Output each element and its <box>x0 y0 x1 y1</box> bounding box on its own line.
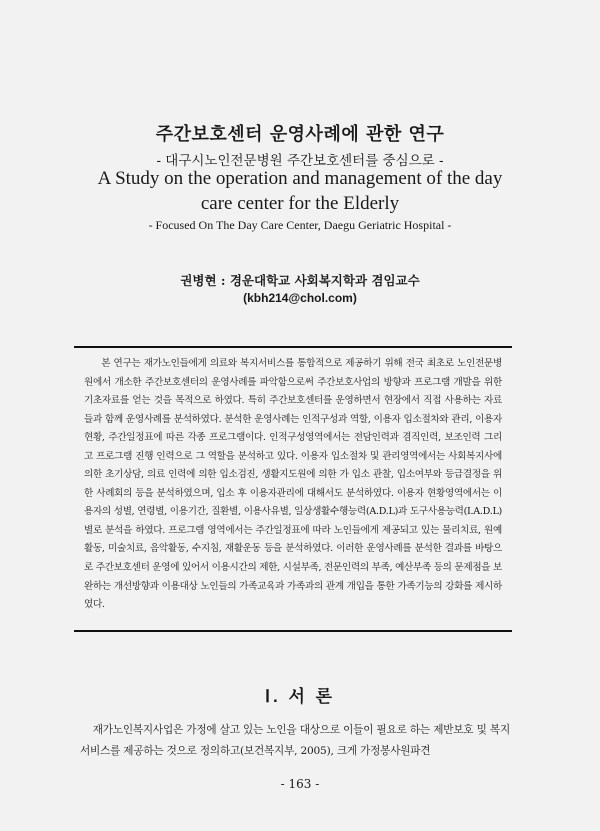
abstract-top-rule <box>74 346 512 348</box>
section-heading: Ⅰ. 서 론 <box>264 687 336 706</box>
english-title-line-1: A Study on the operation and management of the day <box>97 168 503 189</box>
paper-subtitle: - 대구시노인전문병원 주간보호센터를 중심으로 - <box>156 153 444 169</box>
english-subtitle: - Focused On The Day Care Center, Daegu Geriatric Hospital - <box>148 218 452 232</box>
author-email: (kbh214@chol.com) <box>243 291 357 305</box>
author-affiliation: 권병현 : 경운대학교 사회복지학과 겸임교수 <box>180 273 420 288</box>
english-title-line-2: care center for the Elderly <box>200 193 400 214</box>
abstract-text: 본 연구는 재가노인들에게 의료와 복지서비스를 통합적으로 제공하기 위해 전국 최초로 노인전문병원에서 개소한 주간보호센터의 운영사례를 파악함으로써 주간보호사업의 방향과 프로그램 개발을 위한 기초자료를 얻는 것을 목적으로 하였다. 특히 주간보호센터를 운영하면서 현장에서 직접 사용하는 자료들과 함께 운영사례를 분석하였다. 분석한 운영사례는 인적구성과 역할, 이용자 입소절차와 관리, 이용자 현황, 주간일정표에 따른 각종 프로그램이다. 인적구성영역에서는 전담인력과 겸직인력, 보조인력 그리고 프로그램 진행 인력으로 그 역할을 분석하고 있다. 이용자 입소절차 및 관리영역에서는 사회복지사에 의한 초기상담, 의료 인력에 의한 입소검진, 생활지도원에 의한 가 입소 관찰, 입소여부와 등급결정을 위한 사례회의 등을 분석하였으며, 입소 후 이용자관리에 대해서도 분석하였다. 이용자 현황영역에서는 이용자의 성별, 연령별, 이용기간, 질환별, 이용사유별, 일상생활수행능력(A.D.L)과 도구사용능력(I.A.D.L)별로 분석을 하였다. 프로그램 영역에서는 주간일정표에 따라 노인들에게 제공되고 있는 물리치료, 원예활동, 미술치료, 음악활동, 수지침, 재활운동 등을 분석하였다. 이러한 운영사례를 분석한 결과를 바탕으로 주간보호센터 운영에 있어서 이용시간의 제한, 시설부족, 전문인력의 부족, 예산부족 등의 문제점을 보완하는 개선방향과 이용대상 노인들의 가족교육과 가족과의 관계 개입을 통한 가족기능의 강화를 제시하였다. <box>84 358 502 611</box>
page-number: - 163 - <box>280 777 320 791</box>
body-paragraph: 재가노인복지사업은 가정에 살고 있는 노인을 대상으로 이들이 필요로 하는 제반보호 및 복지서비스를 제공하는 것으로 정의하고(보건복지부, 2005), 크게 가정봉사원파견 <box>80 724 510 757</box>
paper-title: 주간보호센터 운영사례에 관한 연구 <box>155 124 445 145</box>
abstract-bottom-rule <box>74 630 512 632</box>
